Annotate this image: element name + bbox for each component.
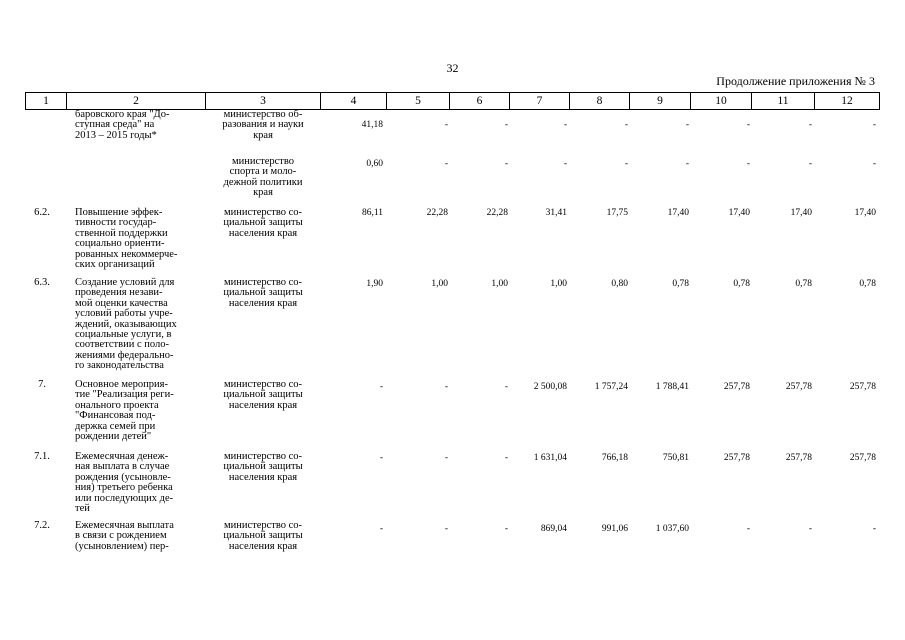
funding-value: - (624, 120, 628, 130)
funding-value: 22,28 (486, 208, 508, 218)
column-header-row (26, 93, 880, 110)
funding-value: 257,78 (723, 382, 750, 392)
column-header: 3 (206, 93, 321, 110)
funding-value: - (379, 524, 383, 534)
row-number: 7.2. (34, 520, 50, 531)
funding-value: 0,78 (733, 279, 750, 289)
activity-name: Повышение эффек- тивности государ- ственной поддержки социально ориенти- рованных некоммерче- ских организаций (75, 207, 178, 271)
responsible-agency: министерство со- циальной защиты населения края (223, 277, 303, 309)
funding-value: 0,60 (366, 159, 383, 169)
column-header: 8 (570, 93, 630, 110)
funding-value: 17,40 (728, 208, 750, 218)
funding-value: - (504, 382, 508, 392)
funding-value: 1,00 (431, 279, 448, 289)
funding-value: 0,78 (795, 279, 812, 289)
responsible-agency: министерство со- циальной защиты населения края (223, 520, 303, 552)
funding-value: 1 631,04 (533, 453, 567, 463)
funding-value: - (379, 453, 383, 463)
activity-name: Основное мероприя- тие "Реализация реги- онального проекта "Финансовая под- держка семей при рождении детей" (75, 379, 174, 443)
funding-value: 0,78 (859, 279, 876, 289)
row-number: 7.1. (34, 451, 50, 462)
funding-value: 766,18 (601, 453, 628, 463)
continuation-label: Продолжение приложения № 3 (716, 74, 875, 88)
funding-value: 17,40 (790, 208, 812, 218)
funding-value: - (685, 120, 689, 130)
funding-value: - (444, 159, 448, 169)
funding-value: - (808, 120, 812, 130)
funding-value: 991,06 (601, 524, 628, 534)
funding-value: 31,41 (545, 208, 567, 218)
funding-value: - (504, 159, 508, 169)
funding-value: 1,90 (366, 279, 383, 289)
column-header: 7 (510, 93, 570, 110)
funding-value: - (746, 159, 750, 169)
activity-name: Ежемесячная выплата в связи с рождением (усыновлением) пер- (75, 520, 174, 552)
funding-value: 2 500,08 (533, 382, 567, 392)
funding-value: 257,78 (849, 453, 876, 463)
column-header: 1 (26, 93, 67, 110)
funding-value: 17,75 (606, 208, 628, 218)
funding-value: - (444, 120, 448, 130)
funding-value: - (504, 524, 508, 534)
funding-value: 869,04 (540, 524, 567, 534)
funding-value: 86,11 (361, 208, 383, 218)
funding-value: - (746, 524, 750, 534)
responsible-agency: министерство со- циальной защиты населения края (223, 451, 303, 483)
funding-value: - (504, 120, 508, 130)
column-header: 5 (387, 93, 450, 110)
funding-value: - (746, 120, 750, 130)
funding-value: - (563, 120, 567, 130)
activity-name: Ежемесячная денеж- ная выплата в случае рождения (усыновле- ния) третьего ребенка или последующих де- тей (75, 451, 174, 515)
column-header: 12 (815, 93, 880, 110)
funding-value: - (624, 159, 628, 169)
funding-value: - (444, 453, 448, 463)
funding-value: 41,18 (361, 120, 383, 130)
funding-value: 22,28 (426, 208, 448, 218)
funding-value: 257,78 (785, 453, 812, 463)
funding-value: 1 788,41 (655, 382, 689, 392)
funding-value: 0,78 (672, 279, 689, 289)
funding-value: - (685, 159, 689, 169)
column-header: 11 (752, 93, 815, 110)
funding-value: - (444, 524, 448, 534)
funding-value: 1,00 (491, 279, 508, 289)
funding-value: 257,78 (785, 382, 812, 392)
funding-value: 257,78 (849, 382, 876, 392)
funding-value: 1,00 (550, 279, 567, 289)
responsible-agency: министерство со- циальной защиты населения края (223, 207, 303, 239)
funding-value: - (444, 382, 448, 392)
funding-value: 17,40 (667, 208, 689, 218)
funding-value: 257,78 (723, 453, 750, 463)
activity-name: баровского края "До- ступная среда" на 2013 – 2015 годы* (75, 109, 170, 141)
funding-value: - (872, 159, 876, 169)
funding-value: - (563, 159, 567, 169)
funding-value: 17,40 (854, 208, 876, 218)
funding-value: - (872, 524, 876, 534)
funding-value: - (808, 159, 812, 169)
activity-name: Создание условий для проведения незави- мой оценки качества условий работы учре- ждений, оказывающих социальные услуги, в соответствии с поло- жениями федерально- го законодательства (75, 277, 177, 372)
funding-value: - (872, 120, 876, 130)
funding-value: - (379, 382, 383, 392)
column-header: 10 (691, 93, 752, 110)
funding-value: 750,81 (662, 453, 689, 463)
funding-value: - (808, 524, 812, 534)
funding-value: - (504, 453, 508, 463)
page-number: 32 (446, 61, 459, 75)
row-number: 7. (38, 379, 46, 390)
column-header: 2 (67, 93, 206, 110)
funding-value: 1 757,24 (594, 382, 628, 392)
responsible-agency: министерство об- разования и науки края (222, 109, 304, 141)
funding-value: 0,80 (611, 279, 628, 289)
responsible-agency: министерство со- циальной защиты населения края (223, 379, 303, 411)
column-header: 4 (321, 93, 387, 110)
funding-value: 1 037,60 (655, 524, 689, 534)
responsible-agency: министерство спорта и моло- дежной политики края (223, 156, 303, 199)
column-header: 9 (630, 93, 691, 110)
column-header: 6 (450, 93, 510, 110)
row-number: 6.3. (34, 277, 50, 288)
column-header-table (25, 92, 880, 110)
row-number: 6.2. (34, 207, 50, 218)
